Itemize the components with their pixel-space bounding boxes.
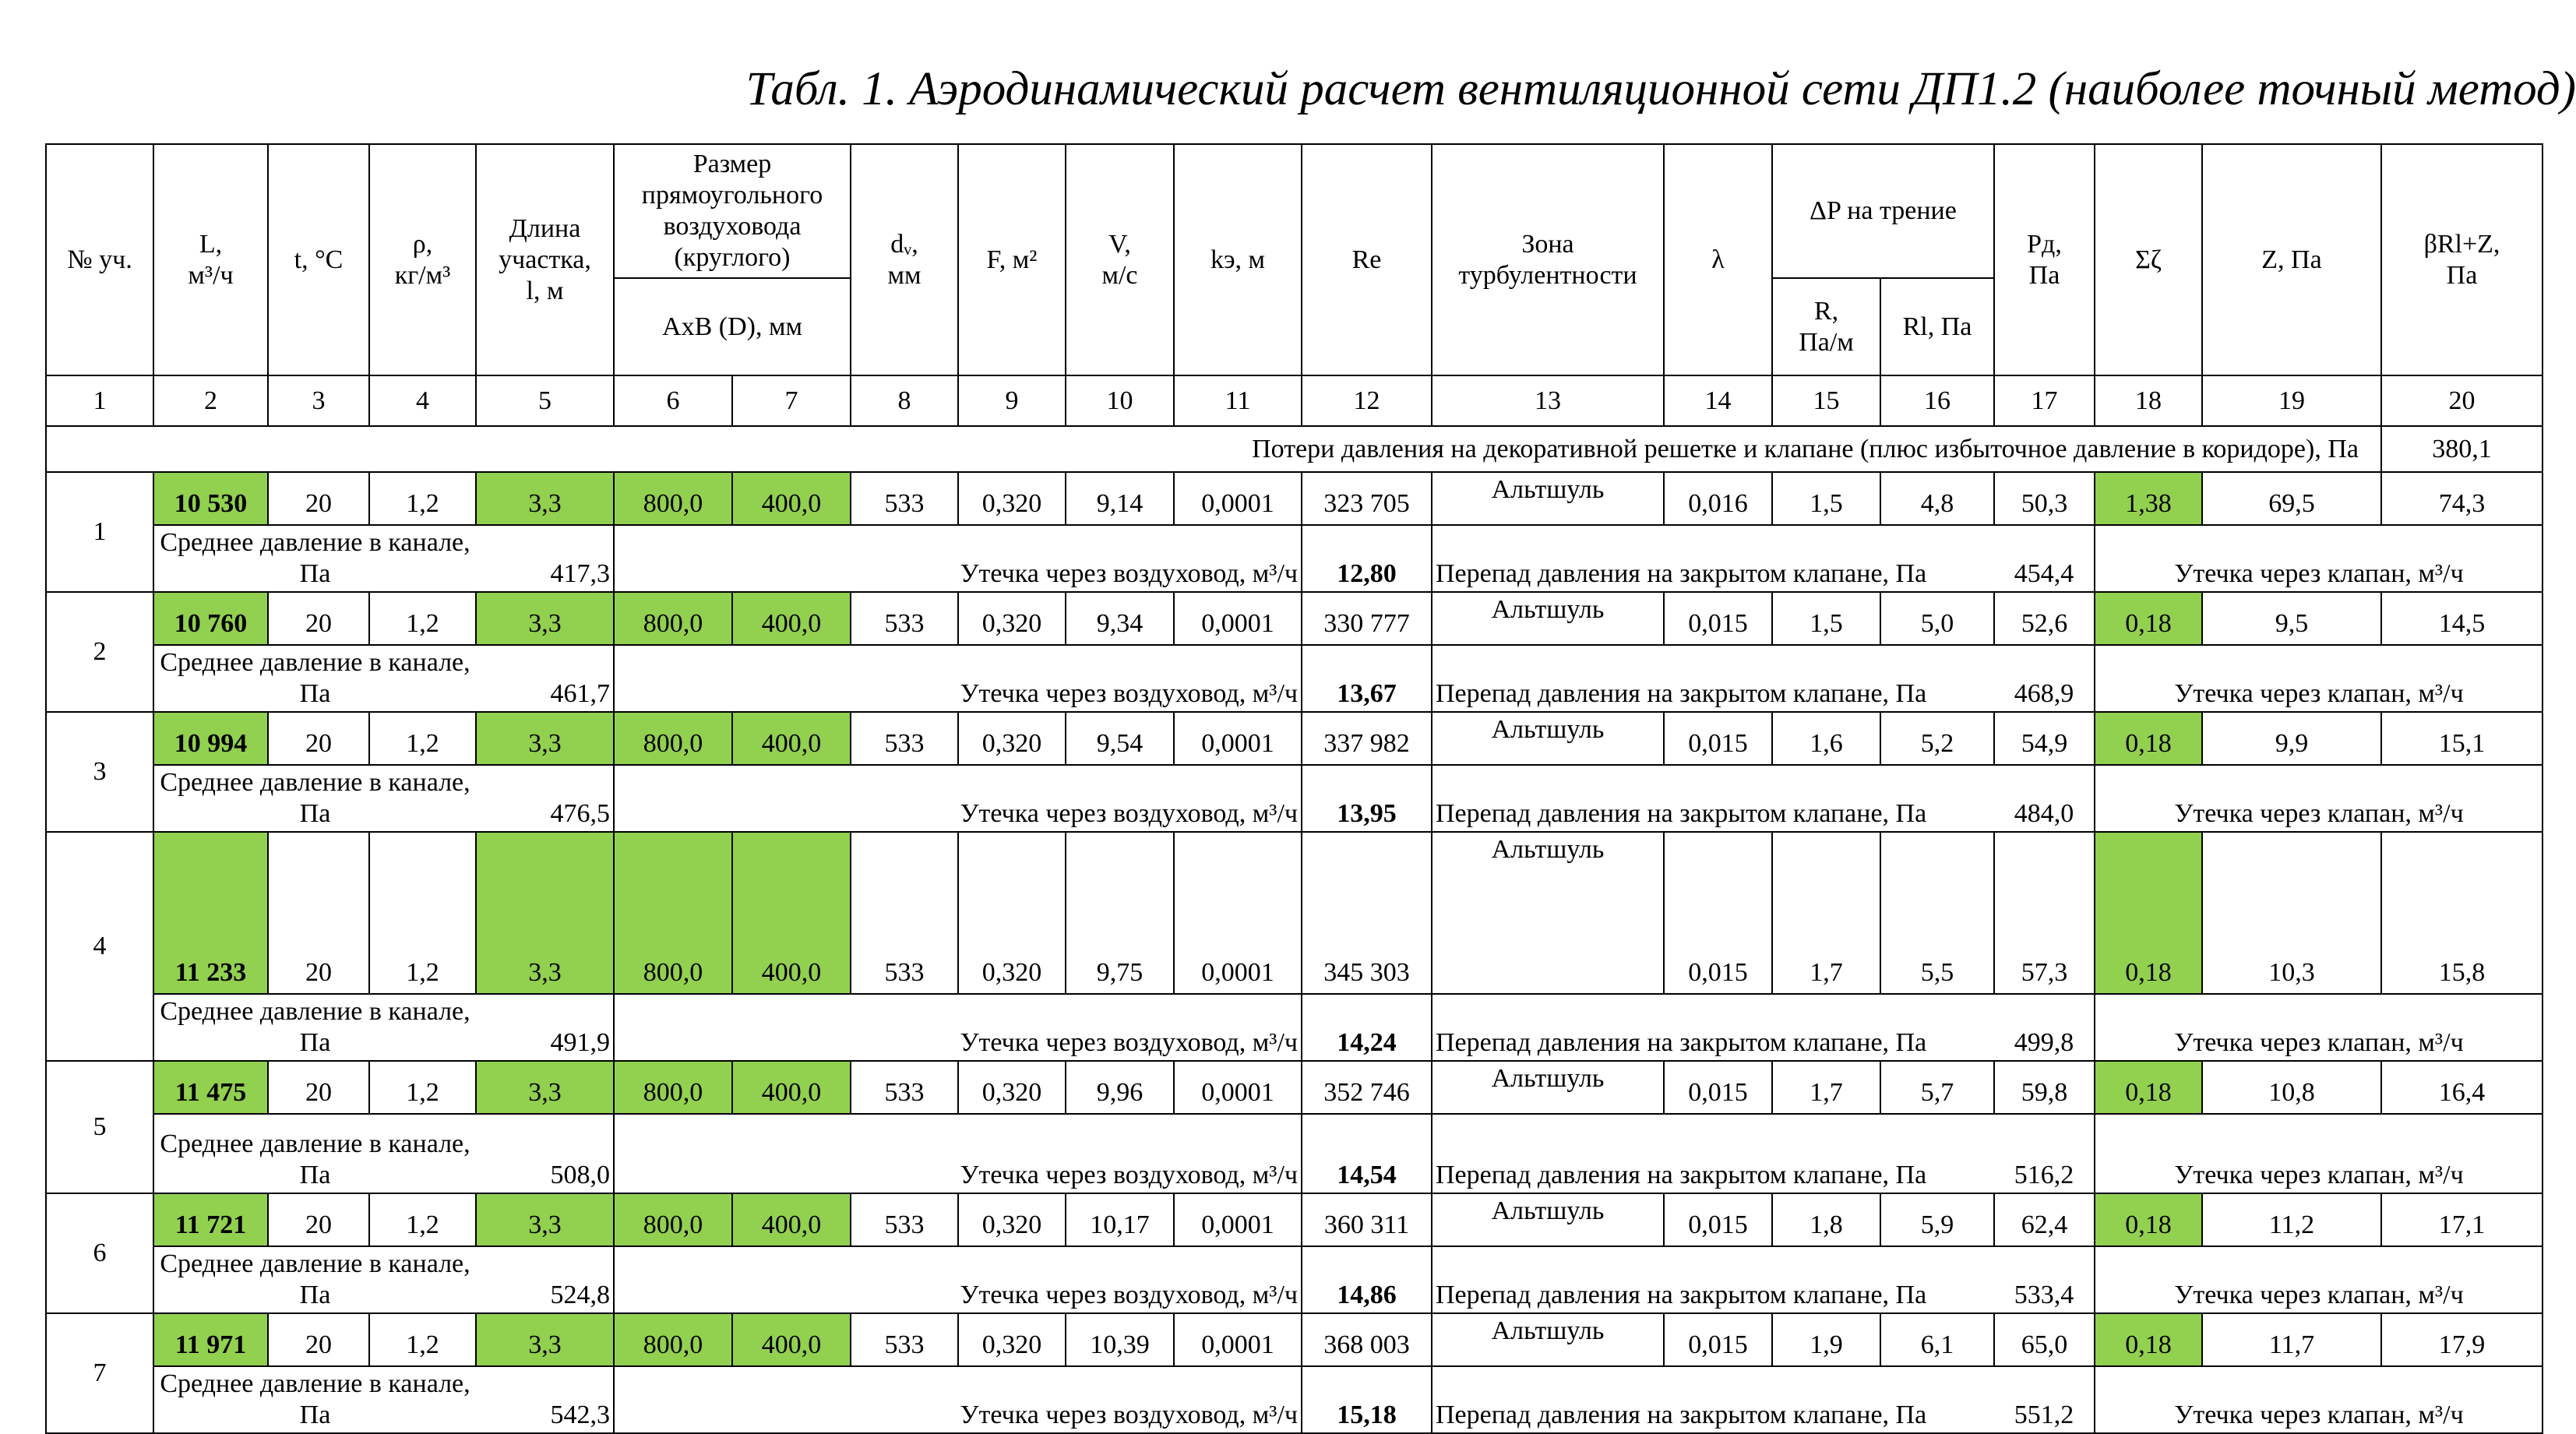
friction-loss-value: 5,9: [1880, 1193, 1994, 1246]
reynolds-value: 337 982: [1302, 712, 1432, 765]
grille-loss-row: [46, 426, 2543, 472]
table-title: Табл. 1. Аэродинамический расчет вентиляционной сети ДП1.2 (наиболее точный метод): [745, 63, 2576, 115]
duct-leak-value: 14,24: [1302, 994, 1432, 1061]
temperature-value: 20: [268, 832, 369, 994]
duct-leak-label: Утечка через воздуховод, м³/ч: [614, 525, 1302, 592]
header-temperature: t, °C: [268, 144, 369, 375]
valve-drop-label: Перепад давления на закрытом клапане, Па: [1432, 765, 1994, 832]
airflow-value: 11 971: [153, 1313, 268, 1366]
avg-pressure-label: Среднее давление в канале, Па: [153, 645, 476, 712]
specific-loss-value: 1,7: [1772, 1061, 1880, 1114]
lambda-value: 0,015: [1664, 832, 1772, 994]
sum-zeta-value: 0,18: [2095, 1313, 2202, 1366]
temperature-value: 20: [268, 1313, 369, 1366]
turbulence-zone-value: Альтшуль: [1432, 832, 1664, 994]
valve-drop-value: 468,9: [1994, 645, 2095, 712]
avg-pressure-value: 461,7: [476, 645, 614, 712]
temperature-value: 20: [268, 592, 369, 645]
column-number: 3: [268, 375, 369, 426]
velocity-value: 9,14: [1066, 472, 1174, 525]
aerodynamic-calculation-table: [45, 143, 2543, 1434]
header-friction-loss: Rl, Па: [1880, 278, 1994, 375]
section-number: 1: [46, 472, 153, 592]
total-losses-value: 15,8: [2381, 832, 2543, 994]
valve-drop-label: Перепад давления на закрытом клапане, Па: [1432, 525, 1994, 592]
valve-drop-value: 516,2: [1994, 1114, 2095, 1193]
duct-height-value: 400,0: [732, 1061, 851, 1114]
valve-drop-value: 551,2: [1994, 1366, 2095, 1433]
section-pressure-row: [46, 525, 2543, 592]
duct-leak-value: 12,80: [1302, 525, 1432, 592]
equivalent-diameter-value: 533: [851, 592, 958, 645]
duct-leak-value: 15,18: [1302, 1366, 1432, 1433]
airflow-value: 10 994: [153, 712, 268, 765]
duct-height-value: 400,0: [732, 712, 851, 765]
equivalent-diameter-value: 533: [851, 712, 958, 765]
local-losses-value: 11,2: [2202, 1193, 2381, 1246]
lambda-value: 0,015: [1664, 1193, 1772, 1246]
column-number: 20: [2381, 375, 2543, 426]
length-value: 3,3: [476, 712, 614, 765]
equivalent-diameter-value: 533: [851, 1313, 958, 1366]
column-number: 13: [1432, 375, 1664, 426]
turbulence-zone-value: Альтшуль: [1432, 1061, 1664, 1114]
friction-loss-value: 5,5: [1880, 832, 1994, 994]
velocity-value: 9,75: [1066, 832, 1174, 994]
length-value: 3,3: [476, 1061, 614, 1114]
valve-leak-label: Утечка через клапан, м³/ч: [2095, 525, 2543, 592]
avg-pressure-label: Среднее давление в канале, Па: [153, 525, 476, 592]
header-area: F, м²: [958, 144, 1066, 375]
grille-loss-label: Потери давления на декоративной решетке и клапане (плюс избыточное давление в коридоре), Па: [46, 426, 2381, 472]
reynolds-value: 323 705: [1302, 472, 1432, 525]
header-sum-zeta: Σζ: [2095, 144, 2202, 375]
equivalent-diameter-value: 533: [851, 832, 958, 994]
reynolds-value: 352 746: [1302, 1061, 1432, 1114]
reynolds-value: 368 003: [1302, 1313, 1432, 1366]
area-value: 0,320: [958, 1061, 1066, 1114]
header-duct-size: Размер прямоугольного воздуховода (круглого): [614, 144, 851, 278]
section-data-row: [46, 592, 2543, 645]
airflow-value: 11 233: [153, 832, 268, 994]
grille-loss-value: 380,1: [2381, 426, 2543, 472]
total-losses-value: 17,9: [2381, 1313, 2543, 1366]
section-pressure-row: [46, 1246, 2543, 1313]
valve-leak-label: Утечка через клапан, м³/ч: [2095, 994, 2543, 1061]
section-number: 5: [46, 1061, 153, 1193]
section-pressure-row: [46, 1114, 2543, 1193]
duct-width-value: 800,0: [614, 1313, 732, 1366]
avg-pressure-value: 476,5: [476, 765, 614, 832]
valve-drop-value: 499,8: [1994, 994, 2095, 1061]
header-row: [46, 144, 2543, 278]
equivalent-diameter-value: 533: [851, 1061, 958, 1114]
sum-zeta-value: 0,18: [2095, 832, 2202, 994]
density-value: 1,2: [369, 712, 476, 765]
lambda-value: 0,015: [1664, 1313, 1772, 1366]
duct-leak-label: Утечка через воздуховод, м³/ч: [614, 1114, 1302, 1193]
total-losses-value: 15,1: [2381, 712, 2543, 765]
section-number: 6: [46, 1193, 153, 1313]
header-section: № уч.: [46, 144, 153, 375]
valve-drop-label: Перепад давления на закрытом клапане, Па: [1432, 1114, 1994, 1193]
specific-loss-value: 1,9: [1772, 1313, 1880, 1366]
duct-height-value: 400,0: [732, 1313, 851, 1366]
section-number: 2: [46, 592, 153, 712]
roughness-value: 0,0001: [1174, 712, 1302, 765]
column-number: 19: [2202, 375, 2381, 426]
column-number: 15: [1772, 375, 1880, 426]
total-losses-value: 16,4: [2381, 1061, 2543, 1114]
airflow-value: 11 721: [153, 1193, 268, 1246]
local-losses-value: 10,8: [2202, 1061, 2381, 1114]
velocity-value: 10,17: [1066, 1193, 1174, 1246]
turbulence-zone-value: Альтшуль: [1432, 592, 1664, 645]
area-value: 0,320: [958, 472, 1066, 525]
equivalent-diameter-value: 533: [851, 472, 958, 525]
column-number: 2: [153, 375, 268, 426]
avg-pressure-label: Среднее давление в канале, Па: [153, 994, 476, 1061]
column-number: 8: [851, 375, 958, 426]
column-number: 11: [1174, 375, 1302, 426]
section-number: 4: [46, 832, 153, 1061]
section-data-row: [46, 1061, 2543, 1114]
sum-zeta-value: 0,18: [2095, 1061, 2202, 1114]
sum-zeta-value: 0,18: [2095, 1193, 2202, 1246]
turbulence-zone-value: Альтшуль: [1432, 712, 1664, 765]
friction-loss-value: 5,7: [1880, 1061, 1994, 1114]
velocity-value: 10,39: [1066, 1313, 1174, 1366]
valve-drop-value: 533,4: [1994, 1246, 2095, 1313]
duct-height-value: 400,0: [732, 472, 851, 525]
header-length: Длина участка, l, м: [476, 144, 614, 375]
header-lambda: λ: [1664, 144, 1772, 375]
area-value: 0,320: [958, 592, 1066, 645]
density-value: 1,2: [369, 592, 476, 645]
duct-height-value: 400,0: [732, 832, 851, 994]
column-number: 1: [46, 375, 153, 426]
equivalent-diameter-value: 533: [851, 1193, 958, 1246]
duct-leak-label: Утечка через воздуховод, м³/ч: [614, 765, 1302, 832]
sum-zeta-value: 0,18: [2095, 712, 2202, 765]
roughness-value: 0,0001: [1174, 472, 1302, 525]
valve-drop-label: Перепад давления на закрытом клапане, Па: [1432, 994, 1994, 1061]
section-data-row: [46, 1313, 2543, 1366]
temperature-value: 20: [268, 712, 369, 765]
turbulence-zone-value: Альтшуль: [1432, 1193, 1664, 1246]
section-data-row: [46, 832, 2543, 994]
length-value: 3,3: [476, 592, 614, 645]
length-value: 3,3: [476, 832, 614, 994]
section-pressure-row: [46, 994, 2543, 1061]
column-number: 9: [958, 375, 1066, 426]
column-number: 5: [476, 375, 614, 426]
avg-pressure-label: Среднее давление в канале, Па: [153, 1114, 476, 1193]
area-value: 0,320: [958, 832, 1066, 994]
total-losses-value: 14,5: [2381, 592, 2543, 645]
section-pressure-row: [46, 765, 2543, 832]
valve-leak-label: Утечка через клапан, м³/ч: [2095, 1246, 2543, 1313]
density-value: 1,2: [369, 832, 476, 994]
length-value: 3,3: [476, 1313, 614, 1366]
temperature-value: 20: [268, 1193, 369, 1246]
valve-drop-label: Перепад давления на закрытом клапане, Па: [1432, 645, 1994, 712]
total-losses-value: 74,3: [2381, 472, 2543, 525]
local-losses-value: 10,3: [2202, 832, 2381, 994]
header-zone: Зона турбулентности: [1432, 144, 1664, 375]
header-friction: ΔP на трение: [1772, 144, 1994, 278]
section-pressure-row: [46, 645, 2543, 712]
duct-leak-label: Утечка через воздуховод, м³/ч: [614, 994, 1302, 1061]
header-dynamic-pressure: Pд, Па: [1994, 144, 2095, 375]
roughness-value: 0,0001: [1174, 592, 1302, 645]
sum-zeta-value: 0,18: [2095, 592, 2202, 645]
section-data-row: [46, 1193, 2543, 1246]
dynamic-pressure-value: 62,4: [1994, 1193, 2095, 1246]
friction-loss-value: 6,1: [1880, 1313, 1994, 1366]
specific-loss-value: 1,5: [1772, 472, 1880, 525]
density-value: 1,2: [369, 472, 476, 525]
column-number: 12: [1302, 375, 1432, 426]
header-reynolds: Re: [1302, 144, 1432, 375]
valve-leak-label: Утечка через клапан, м³/ч: [2095, 1114, 2543, 1193]
lambda-value: 0,015: [1664, 712, 1772, 765]
duct-width-value: 800,0: [614, 592, 732, 645]
roughness-value: 0,0001: [1174, 1193, 1302, 1246]
specific-loss-value: 1,5: [1772, 592, 1880, 645]
roughness-value: 0,0001: [1174, 1061, 1302, 1114]
valve-drop-label: Перепад давления на закрытом клапане, Па: [1432, 1246, 1994, 1313]
avg-pressure-label: Среднее давление в канале, Па: [153, 1366, 476, 1433]
column-number: 18: [2095, 375, 2202, 426]
avg-pressure-label: Среднее давление в канале, Па: [153, 1246, 476, 1313]
header-total-losses: βRl+Z, Па: [2381, 144, 2543, 375]
friction-loss-value: 4,8: [1880, 472, 1994, 525]
column-number: 10: [1066, 375, 1174, 426]
valve-leak-label: Утечка через клапан, м³/ч: [2095, 1366, 2543, 1433]
lambda-value: 0,016: [1664, 472, 1772, 525]
dynamic-pressure-value: 57,3: [1994, 832, 2095, 994]
length-value: 3,3: [476, 1193, 614, 1246]
section-data-row: [46, 472, 2543, 525]
header-dv: dᵥ, мм: [851, 144, 958, 375]
area-value: 0,320: [958, 712, 1066, 765]
duct-leak-value: 14,54: [1302, 1114, 1432, 1193]
avg-pressure-value: 542,3: [476, 1366, 614, 1433]
column-number-row: [46, 375, 2543, 426]
temperature-value: 20: [268, 472, 369, 525]
velocity-value: 9,34: [1066, 592, 1174, 645]
header-velocity: V, м/с: [1066, 144, 1174, 375]
local-losses-value: 9,5: [2202, 592, 2381, 645]
reynolds-value: 360 311: [1302, 1193, 1432, 1246]
column-number: 14: [1664, 375, 1772, 426]
roughness-value: 0,0001: [1174, 832, 1302, 994]
length-value: 3,3: [476, 472, 614, 525]
section-number: 3: [46, 712, 153, 832]
column-number: 7: [732, 375, 851, 426]
density-value: 1,2: [369, 1061, 476, 1114]
avg-pressure-value: 417,3: [476, 525, 614, 592]
duct-leak-label: Утечка через воздуховод, м³/ч: [614, 1366, 1302, 1433]
velocity-value: 9,96: [1066, 1061, 1174, 1114]
duct-height-value: 400,0: [732, 1193, 851, 1246]
turbulence-zone-value: Альтшуль: [1432, 472, 1664, 525]
lambda-value: 0,015: [1664, 592, 1772, 645]
avg-pressure-value: 491,9: [476, 994, 614, 1061]
dynamic-pressure-value: 65,0: [1994, 1313, 2095, 1366]
valve-drop-value: 454,4: [1994, 525, 2095, 592]
valve-drop-value: 484,0: [1994, 765, 2095, 832]
velocity-value: 9,54: [1066, 712, 1174, 765]
duct-width-value: 800,0: [614, 712, 732, 765]
column-number: 17: [1994, 375, 2095, 426]
specific-loss-value: 1,6: [1772, 712, 1880, 765]
duct-height-value: 400,0: [732, 592, 851, 645]
avg-pressure-label: Среднее давление в канале, Па: [153, 765, 476, 832]
airflow-value: 11 475: [153, 1061, 268, 1114]
dynamic-pressure-value: 54,9: [1994, 712, 2095, 765]
duct-leak-value: 14,86: [1302, 1246, 1432, 1313]
density-value: 1,2: [369, 1313, 476, 1366]
valve-leak-label: Утечка через клапан, м³/ч: [2095, 645, 2543, 712]
reynolds-value: 345 303: [1302, 832, 1432, 994]
section-data-row: [46, 712, 2543, 765]
duct-leak-label: Утечка через воздуховод, м³/ч: [614, 645, 1302, 712]
duct-leak-value: 13,67: [1302, 645, 1432, 712]
column-number: 16: [1880, 375, 1994, 426]
header-local-losses: Z, Па: [2202, 144, 2381, 375]
duct-width-value: 800,0: [614, 832, 732, 994]
section-number: 7: [46, 1313, 153, 1433]
header-airflow: L, м³/ч: [153, 144, 268, 375]
density-value: 1,2: [369, 1193, 476, 1246]
dynamic-pressure-value: 52,6: [1994, 592, 2095, 645]
avg-pressure-value: 524,8: [476, 1246, 614, 1313]
local-losses-value: 9,9: [2202, 712, 2381, 765]
specific-loss-value: 1,7: [1772, 832, 1880, 994]
temperature-value: 20: [268, 1061, 369, 1114]
reynolds-value: 330 777: [1302, 592, 1432, 645]
header-density: ρ, кг/м³: [369, 144, 476, 375]
airflow-value: 10 530: [153, 472, 268, 525]
area-value: 0,320: [958, 1193, 1066, 1246]
local-losses-value: 69,5: [2202, 472, 2381, 525]
duct-leak-label: Утечка через воздуховод, м³/ч: [614, 1246, 1302, 1313]
dynamic-pressure-value: 50,3: [1994, 472, 2095, 525]
duct-leak-value: 13,95: [1302, 765, 1432, 832]
duct-width-value: 800,0: [614, 472, 732, 525]
column-number: 6: [614, 375, 732, 426]
total-losses-value: 17,1: [2381, 1193, 2543, 1246]
header-roughness: kэ, м: [1174, 144, 1302, 375]
sum-zeta-value: 1,38: [2095, 472, 2202, 525]
section-pressure-row: [46, 1366, 2543, 1433]
turbulence-zone-value: Альтшуль: [1432, 1313, 1664, 1366]
friction-loss-value: 5,0: [1880, 592, 1994, 645]
valve-leak-label: Утечка через клапан, м³/ч: [2095, 765, 2543, 832]
valve-drop-label: Перепад давления на закрытом клапане, Па: [1432, 1366, 1994, 1433]
local-losses-value: 11,7: [2202, 1313, 2381, 1366]
airflow-value: 10 760: [153, 592, 268, 645]
specific-loss-value: 1,8: [1772, 1193, 1880, 1246]
duct-width-value: 800,0: [614, 1061, 732, 1114]
roughness-value: 0,0001: [1174, 1313, 1302, 1366]
header-size-ab: AxB (D), мм: [614, 278, 851, 375]
friction-loss-value: 5,2: [1880, 712, 1994, 765]
lambda-value: 0,015: [1664, 1061, 1772, 1114]
avg-pressure-value: 508,0: [476, 1114, 614, 1193]
duct-width-value: 800,0: [614, 1193, 732, 1246]
column-number: 4: [369, 375, 476, 426]
header-specific-loss: R, Па/м: [1772, 278, 1880, 375]
area-value: 0,320: [958, 1313, 1066, 1366]
dynamic-pressure-value: 59,8: [1994, 1061, 2095, 1114]
